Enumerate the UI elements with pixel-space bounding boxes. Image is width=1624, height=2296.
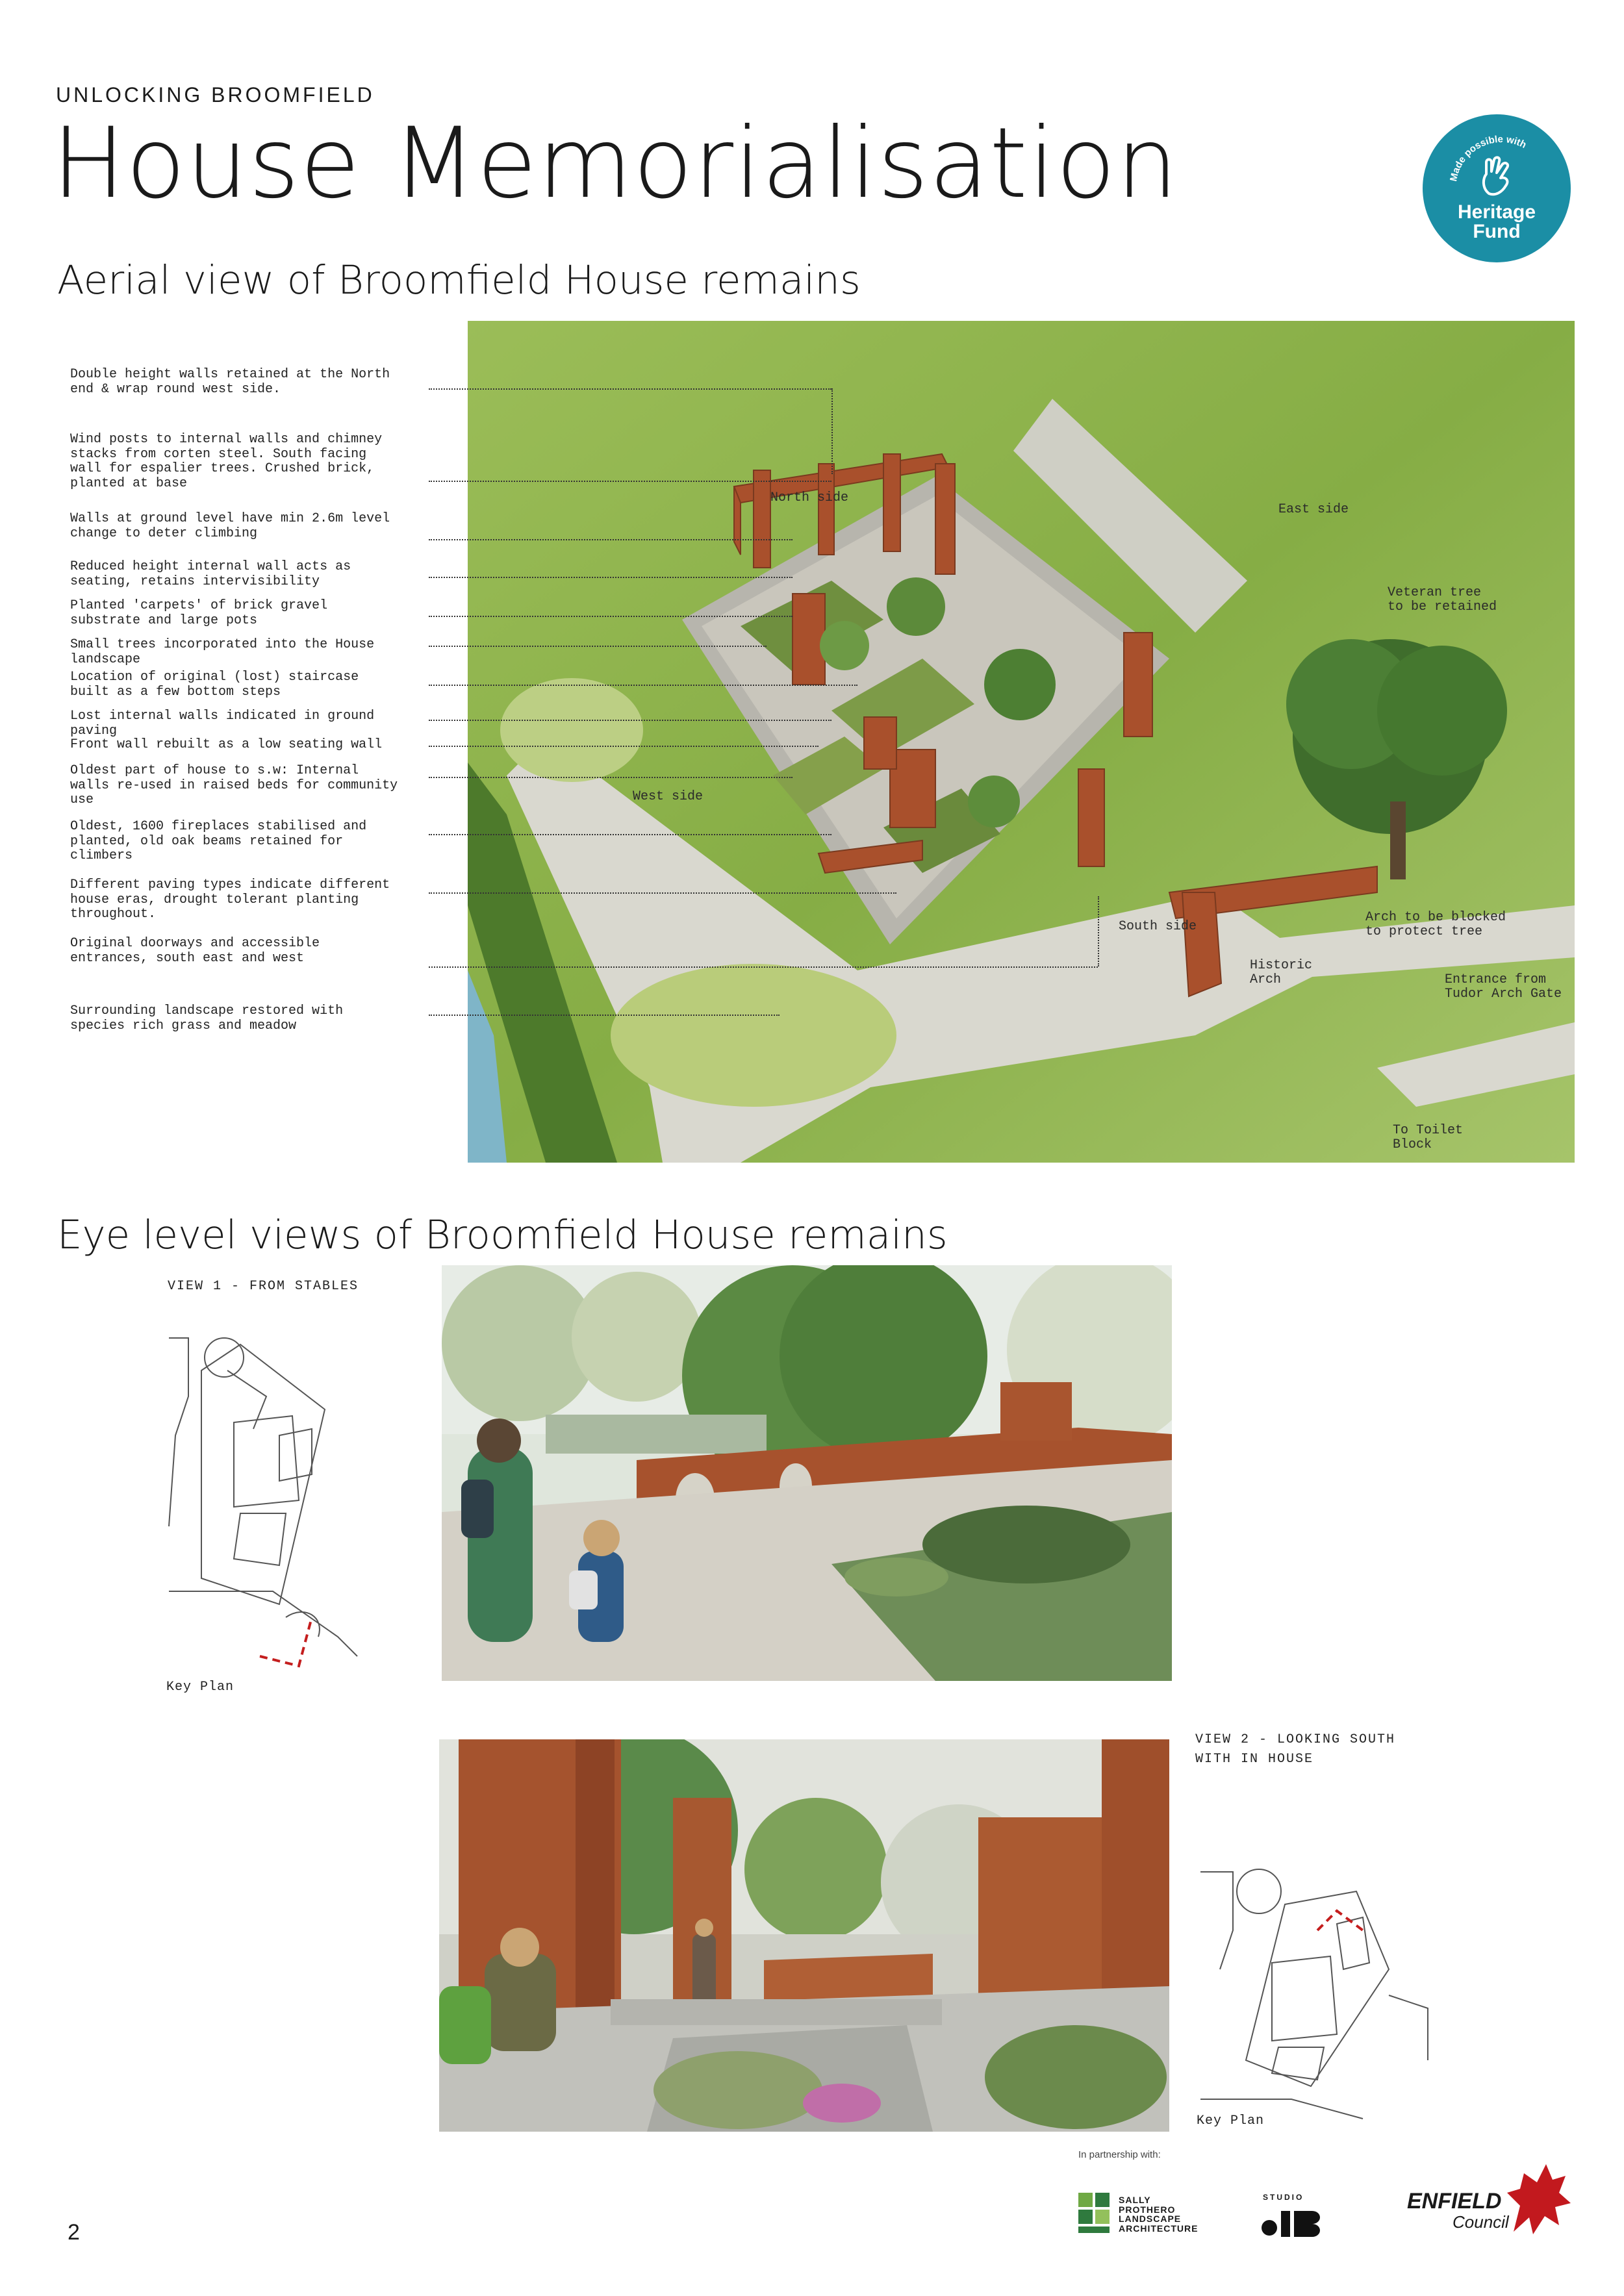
crossed-fingers-icon <box>1477 155 1517 200</box>
annotation-item: Front wall rebuilt as a low seating wall <box>70 737 383 752</box>
annotation-item: Small trees incorporated into the House landscape <box>70 637 375 667</box>
toilet-block-label: To Toilet Block <box>1393 1123 1464 1152</box>
aerial-section-title: Aerial view of Broomfield House remains <box>57 257 861 303</box>
view2-label: VIEW 2 - LOOKING SOUTH WITH IN HOUSE <box>1195 1732 1396 1767</box>
annotation-item: Oldest part of house to s.w: Internal walls re-used in raised beds for community use <box>70 763 398 807</box>
annotation-item: Oldest, 1600 fireplaces stabilised and planted, old oak beams retained for climbers <box>70 819 367 863</box>
sally-prothero-text: SALLY PROTHERO LANDSCAPE ARCHITECTURE <box>1119 2195 1199 2234</box>
annotation-item: Walls at ground level have min 2.6m level change to deter climbing <box>70 511 390 541</box>
annotation-item: Location of original (lost) staircase built as a few bottom steps <box>70 670 359 700</box>
enfield-dragon-icon <box>1501 2160 1573 2238</box>
view1-keyplan-label: Key Plan <box>166 1680 235 1695</box>
annotation-item: Double height walls retained at the North end & wrap round west side. <box>70 367 390 397</box>
council-text: Council <box>1453 2212 1509 2232</box>
north-side-label: North side <box>770 490 849 505</box>
partnership-text: In partnership with: <box>1078 2149 1161 2160</box>
east-side-label: East side <box>1278 502 1349 517</box>
view2-keyplan-label: Key Plan <box>1197 2113 1265 2128</box>
annotation-item: Reduced height internal wall acts as seating, retains intervisibility <box>70 559 351 589</box>
sally-prothero-logo <box>1078 2193 1234 2236</box>
studio-label: STUDIO <box>1263 2193 1304 2202</box>
west-side-label: West side <box>633 789 704 804</box>
svg-text:Made possible with: Made possible with <box>1448 133 1529 183</box>
annotation-item: Different paving types indicate different house eras, drought tolerant planting throughout. <box>70 877 390 922</box>
heritage-label: Heritage <box>1457 201 1536 223</box>
studio-ob-logo <box>1260 2193 1345 2238</box>
view2-keyplan-drawing <box>1194 1865 1447 2125</box>
view1-image <box>442 1265 1172 1681</box>
veteran-tree-label: Veteran tree to be retained <box>1388 585 1497 614</box>
enfield-text: ENFIELD <box>1407 2189 1502 2214</box>
eye-level-section-title: Eye level views of Broomfield House remains <box>57 1212 948 1258</box>
arch-blocked-label: Arch to be blocked to protect tree <box>1365 910 1506 939</box>
entrance-label: Entrance from Tudor Arch Gate <box>1445 972 1562 1002</box>
page-title: House Memorialisation <box>52 107 1179 220</box>
aerial-render-image <box>468 321 1575 1163</box>
fund-label: Fund <box>1473 221 1521 242</box>
annotation-item: Surrounding landscape restored with species rich grass and meadow <box>70 1003 344 1033</box>
page-number: 2 <box>68 2220 80 2245</box>
view1-label: VIEW 1 - FROM STABLES <box>168 1279 359 1294</box>
south-side-label: South side <box>1119 919 1197 934</box>
historic-arch-label: Historic Arch <box>1250 958 1313 987</box>
view2-image <box>439 1739 1169 2132</box>
view1-keyplan-drawing <box>162 1331 416 1669</box>
studio-ob-mark <box>1260 2204 1345 2238</box>
annotation-item: Wind posts to internal walls and chimney stacks from corten steel. South facing wall for espalier trees. Crushed brick, planted at base <box>70 432 383 491</box>
heritage-fund-logo <box>1423 114 1571 262</box>
kicker: UNLOCKING BROOMFIELD <box>56 83 375 107</box>
annotation-item: Original doorways and accessible entrances, south east and west <box>70 936 320 966</box>
annotation-list <box>0 0 455 1104</box>
annotation-item: Planted 'carpets' of brick gravel substrate and large pots <box>70 598 328 628</box>
enfield-council-logo <box>1403 2160 1575 2239</box>
annotation-item: Lost internal walls indicated in ground paving <box>70 709 375 738</box>
